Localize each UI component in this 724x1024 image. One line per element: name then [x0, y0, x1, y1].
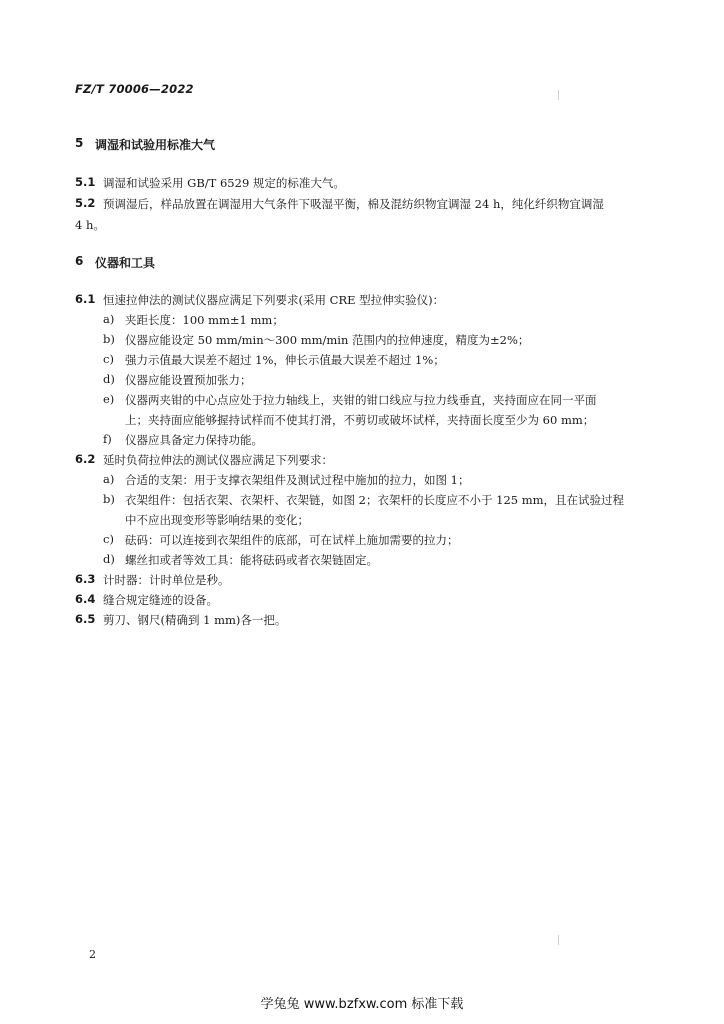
list-item-label: a)	[103, 472, 115, 486]
list-item-label: b)	[103, 492, 115, 506]
clause-6-5-number: 6.5	[75, 612, 96, 626]
list-item: 衣架组件：包括衣架、衣架杆、衣架链，如图 2；衣架杆的长度应不小于 125 mm，且在试验过程	[125, 493, 625, 507]
list-item-label: f)	[103, 432, 112, 446]
list-item-continuation: 中不应出现变形等影响结果的变化；	[125, 513, 309, 527]
clause-5-1-number: 5.1	[75, 175, 96, 189]
list-item: 强力示值最大误差不超过 1%，伸长示值最大误差不超过 1%；	[125, 353, 445, 367]
clause-6-3-number: 6.3	[75, 572, 96, 586]
list-item-label: b)	[103, 332, 115, 346]
standard-code: FZ/T 70006—2022	[75, 82, 194, 96]
list-item: 合适的支架：用于支撑衣架组件及测试过程中施加的拉力，如图 1；	[125, 473, 470, 487]
list-item: 仪器两夹钳的中心点应处于拉力轴线上，夹钳的钳口线应与拉力线垂直，夹持面应在同一平面	[125, 393, 597, 407]
list-item-label: c)	[103, 352, 114, 366]
page-number: 2	[89, 948, 96, 961]
list-item: 仪器应具备定力保持功能。	[125, 433, 263, 447]
clause-6-2-text: 延时负荷拉伸法的测试仪器应满足下列要求：	[103, 453, 333, 467]
list-item: 砝码：可以连接到衣架组件的底部，可在试样上施加需要的拉力；	[125, 533, 459, 547]
scan-mark	[558, 935, 559, 945]
clause-5-2-text-line2: 4 h。	[75, 218, 105, 232]
clause-6-1-text: 恒速拉伸法的测试仪器应满足下列要求(采用 CRE 型拉伸实验仪)：	[103, 293, 445, 307]
list-item: 螺丝扣或者等效工具：能将砝码或者衣架链固定。	[125, 553, 378, 567]
clause-5-2-text-line1: 预调湿后，样品放置在调湿用大气条件下吸湿平衡，棉及混纺织物宜调湿 24 h，纯化纤织物宜调湿	[103, 197, 604, 211]
clause-6-4-text: 缝合规定缝迹的设备。	[103, 593, 218, 607]
section-6-title: 仪器和工具	[95, 256, 156, 270]
clause-5-2-number: 5.2	[75, 196, 96, 210]
list-item-continuation: 上；夹持面应能够握持试样而不使其打滑，不剪切或破坏试样，夹持面长度至少为 60 mm；	[125, 413, 595, 427]
clause-5-1-text: 调湿和试验采用 GB/T 6529 规定的标准大气。	[103, 176, 345, 190]
clause-6-5-text: 剪刀、钢尺(精确到 1 mm)各一把。	[103, 613, 287, 627]
clause-6-4-number: 6.4	[75, 592, 96, 606]
clause-6-3-text: 计时器：计时单位是秒。	[103, 573, 230, 587]
scan-mark	[558, 90, 559, 100]
list-item: 夹距长度：100 mm±1 mm；	[125, 313, 284, 327]
list-item-label: d)	[103, 552, 115, 566]
section-5-title: 调湿和试验用标准大气	[95, 138, 216, 152]
clause-6-2-number: 6.2	[75, 452, 96, 466]
clause-6-1-number: 6.1	[75, 292, 96, 306]
list-item: 仪器应能设定 50 mm/min～300 mm/min 范围内的拉伸速度，精度为±2%；	[125, 333, 530, 347]
list-item: 仪器应能设置预加张力；	[125, 373, 252, 387]
section-5-number: 5	[75, 136, 84, 150]
list-item-label: d)	[103, 372, 115, 386]
list-item-label: e)	[103, 392, 115, 406]
list-item-label: c)	[103, 532, 114, 546]
list-item-label: a)	[103, 312, 115, 326]
section-6-number: 6	[75, 254, 84, 268]
footer-watermark-text: 学兔兔 www.bzfxw.com 标准下载	[260, 997, 464, 1012]
